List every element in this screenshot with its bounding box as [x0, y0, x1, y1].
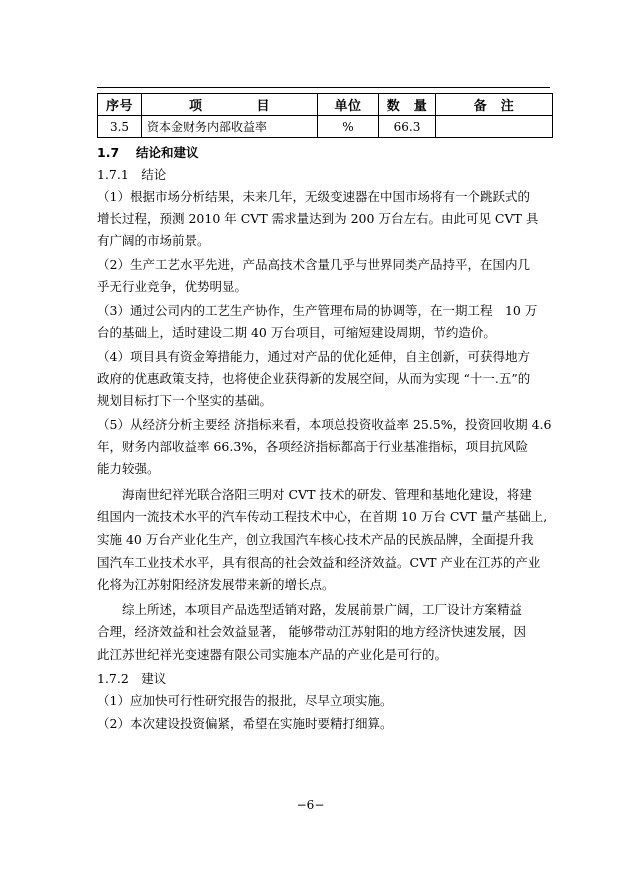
summary-table — [97, 93, 553, 138]
subsection-heading-conclusion: 1.7.1 结论 — [97, 167, 167, 182]
col-header-remarks: 备 注 — [436, 94, 553, 116]
col-header-index: 序号 — [98, 94, 142, 116]
cell-index: 3.5 — [98, 116, 142, 138]
paragraph-line: 台的基础上，适时建设二期 40 万台项目，可缩短建设周期，节约造价。 — [97, 325, 496, 340]
paragraph-line: 增长过程，预测 2010 年 CVT 需求量达到为 200 万台左右。由此可见 CVT 具 — [97, 211, 539, 226]
cell-unit: % — [318, 116, 379, 138]
section-heading: 1.7 结论和建议 — [97, 145, 199, 160]
paragraph-line: 综上所述，本项目产品选型适销对路，发展前景广阔，工厂设计方案精益 — [97, 602, 523, 617]
table-row — [98, 116, 553, 138]
paragraph-line: 年，财务内部收益率 66.3%，各项经济指标都高于行业基准指标，项目抗风险 — [97, 439, 529, 454]
paragraph-line: 此江苏世纪祥光变速器有限公司实施本产品的产业化是可行的。 — [97, 647, 448, 662]
paragraph-line: 有广阔的市场前景。 — [97, 233, 210, 248]
col-header-quantity: 数 量 — [379, 94, 436, 116]
table-header-row — [98, 94, 553, 116]
col-header-item: 项 目 — [142, 94, 318, 116]
paragraph-line: （2）本次建设投资偏紧，希望在实施时要精打细算。 — [97, 716, 393, 731]
subsection-heading-suggestion: 1.7.2 建议 — [97, 671, 167, 686]
col-header-unit: 单位 — [318, 94, 379, 116]
header-rule — [97, 87, 550, 88]
paragraph-line: （2）生产工艺水平先进，产品高技术含量几乎与世界同类产品持平，在国内几 — [97, 257, 530, 272]
paragraph-line: 化将为江苏射阳经济发展带来新的增长点。 — [97, 577, 335, 592]
cell-remarks — [436, 116, 553, 138]
page-number: −6− — [296, 798, 325, 812]
cell-quantity: 66.3 — [379, 116, 436, 138]
paragraph-line: 组国内一流技术水平的汽车传动工程技术中心，在首期 10 万台 CVT 量产基础上, — [97, 509, 548, 524]
paragraph-line: 实施 40 万台产业化生产，创立我国汽车核心技术产品的民族品牌，全面提升我 — [97, 532, 534, 547]
paragraph-line: 国汽车工业技术水平，具有很高的社会效益和经济效益。CVT 产业在江苏的产业 — [97, 555, 541, 570]
paragraph-line: （5）从经济分析主要经 济指标来看，本项总投资收益率 25.5%，投资回收期 4.6 — [97, 417, 552, 432]
paragraph-line: 能力较强。 — [97, 461, 160, 476]
paragraph-line: 政府的优惠政策支持，也将使企业获得新的发展空间，从而为实现 “十一.五”的 — [97, 371, 531, 386]
paragraph-line: （1）根据市场分析结果，未来几年，无级变速器在中国市场将有一个跳跃式的 — [97, 189, 530, 204]
paragraph-line: 乎无行业竞争，优势明显。 — [97, 279, 248, 294]
paragraph-line: 海南世纪祥光联合洛阳三明对 CVT 技术的研发、管理和基地化建设，将建 — [97, 487, 532, 502]
paragraph-line: （4）项目具有资金筹措能力，通过对产品的优化延伸，自主创新，可获得地方 — [97, 349, 530, 364]
paragraph-line: （1）应加快可行性研究报告的报批，尽早立项实施。 — [97, 693, 393, 708]
cell-item: 资本金财务内部收益率 — [142, 116, 318, 138]
paragraph-line: 合理，经济效益和社会效益显著， 能够带动江苏射阳的地方经济快速发展，因 — [97, 624, 526, 639]
paragraph-line: 规划目标打下一个坚实的基础。 — [97, 393, 273, 408]
paragraph-line: （3）通过公司内的工艺生产协作，生产管理布局的协调等，在一期工程 10 万 — [97, 303, 538, 318]
